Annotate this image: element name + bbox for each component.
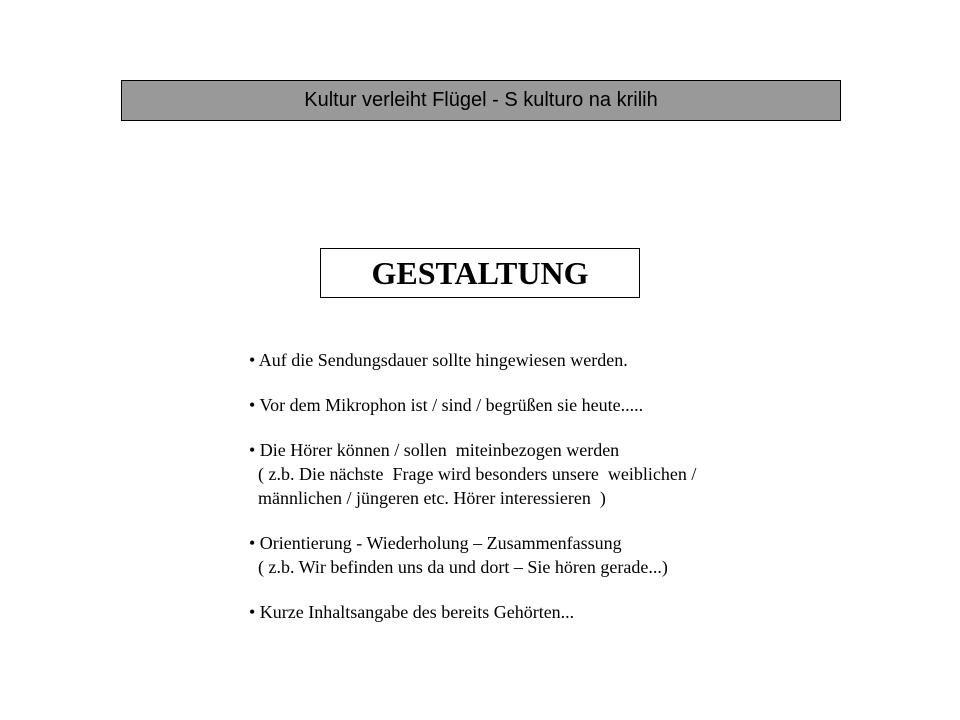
bullet-list bbox=[249, 348, 849, 624]
bullet-line: • Auf die Sendungsdauer sollte hingewiesen werden. bbox=[249, 350, 628, 370]
bullet-item bbox=[249, 438, 849, 510]
bullet-line: männlichen / jüngeren etc. Hörer interessieren ) bbox=[249, 488, 606, 508]
bullet-line: ( z.b. Die nächste Frage wird besonders unsere weiblichen / bbox=[249, 464, 697, 484]
bullet-item bbox=[249, 531, 849, 579]
bullet-line: • Orientierung - Wiederholung – Zusammenfassung bbox=[249, 533, 622, 553]
slide-title: GESTALTUNG bbox=[371, 254, 589, 291]
bullet-item bbox=[249, 348, 849, 372]
bullet-line: • Die Hörer können / sollen miteinbezogen werden bbox=[249, 440, 620, 460]
header-title: Kultur verleiht Flügel - S kulturo na krilih bbox=[304, 89, 658, 111]
bullet-line: • Vor dem Mikrophon ist / sind / begrüßen sie heute..... bbox=[249, 395, 644, 415]
header-banner bbox=[121, 80, 841, 121]
title-box bbox=[320, 248, 640, 298]
bullet-item bbox=[249, 393, 849, 417]
bullet-item bbox=[249, 600, 849, 624]
bullet-line: ( z.b. Wir befinden uns da und dort – Sie hören gerade...) bbox=[249, 557, 668, 577]
bullet-line: • Kurze Inhaltsangabe des bereits Gehörten... bbox=[249, 602, 575, 622]
